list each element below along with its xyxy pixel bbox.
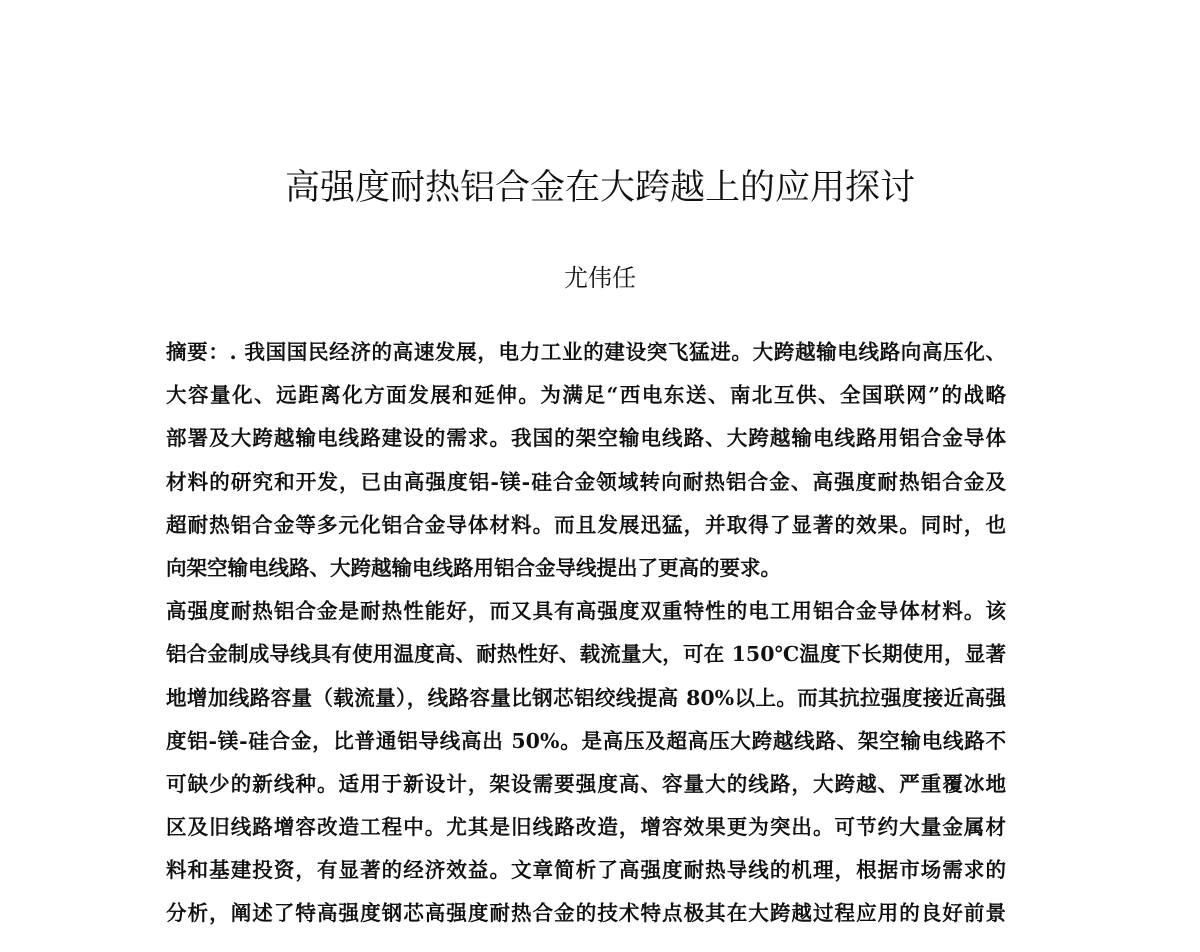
abstract-body (166, 331, 1006, 936)
text-line: 材料的研究和开发，已由高强度铝-镁-硅合金领域转向耐热铝合金、高强度耐热铝合金及 (166, 469, 1006, 494)
text-line: 超耐热铝合金等多元化铝合金导体材料。而且发展迅猛，并取得了显著的效果。同时，也 (166, 512, 1006, 537)
text-line: 区及旧线路增容改造工程中。尤其是旧线路改造，增容效果更为突出。可节约大量金属材 (166, 815, 1006, 840)
text-line: 可缺少的新线种。适用于新设计，架设需要强度高、容量大的线路，大跨越、严重覆冰地 (166, 771, 1006, 796)
text-line: 大容量化、远距离化方面发展和延伸。为满足“西电东送、南北互供、全国联网”的战略 (166, 383, 1006, 408)
text-line: 地增加线路容量（载流量），线路容量比钢芯铝绞线提高 80%以上。而其抗拉强度接近高强 (166, 685, 1006, 710)
text-line: 向架空输电线路、大跨越输电线路用铝合金导线提出了更高的要求。 (166, 555, 781, 580)
text-line: 高强度耐热铝合金是耐热性能好，而又具有高强度双重特性的电工用铝合金导体材料。该 (166, 599, 1006, 624)
document-title: 高强度耐热铝合金在大跨越上的应用探讨 (284, 168, 915, 208)
text-line: 铝合金制成导线具有使用温度高、耐热性好、载流量大，可在 150℃温度下长期使用，显著 (166, 642, 1006, 667)
text-line: 度铝-镁-硅合金，比普通铝导线高出 50%。是高压及超高压大跨越线路、架空输电线路不 (166, 728, 1006, 753)
author-name: 尤伟任 (564, 264, 636, 292)
text-line: 料和基建投资，有显著的经济效益。文章简析了高强度耐热导线的机理，根据市场需求的 (166, 858, 1006, 883)
text-line: 部署及大跨越输电线路建设的需求。我国的架空输电线路、大跨越输电线路用铝合金导体 (166, 426, 1006, 451)
text-line: 摘要：. 我国国民经济的高速发展，电力工业的建设突飞猛进。大跨越输电线路向高压化、 (166, 340, 1006, 364)
text-line: 分析，阐述了特高强度钢芯高强度耐热合金的技术特点极其在大跨越过程应用的良好前景 (166, 901, 1006, 926)
